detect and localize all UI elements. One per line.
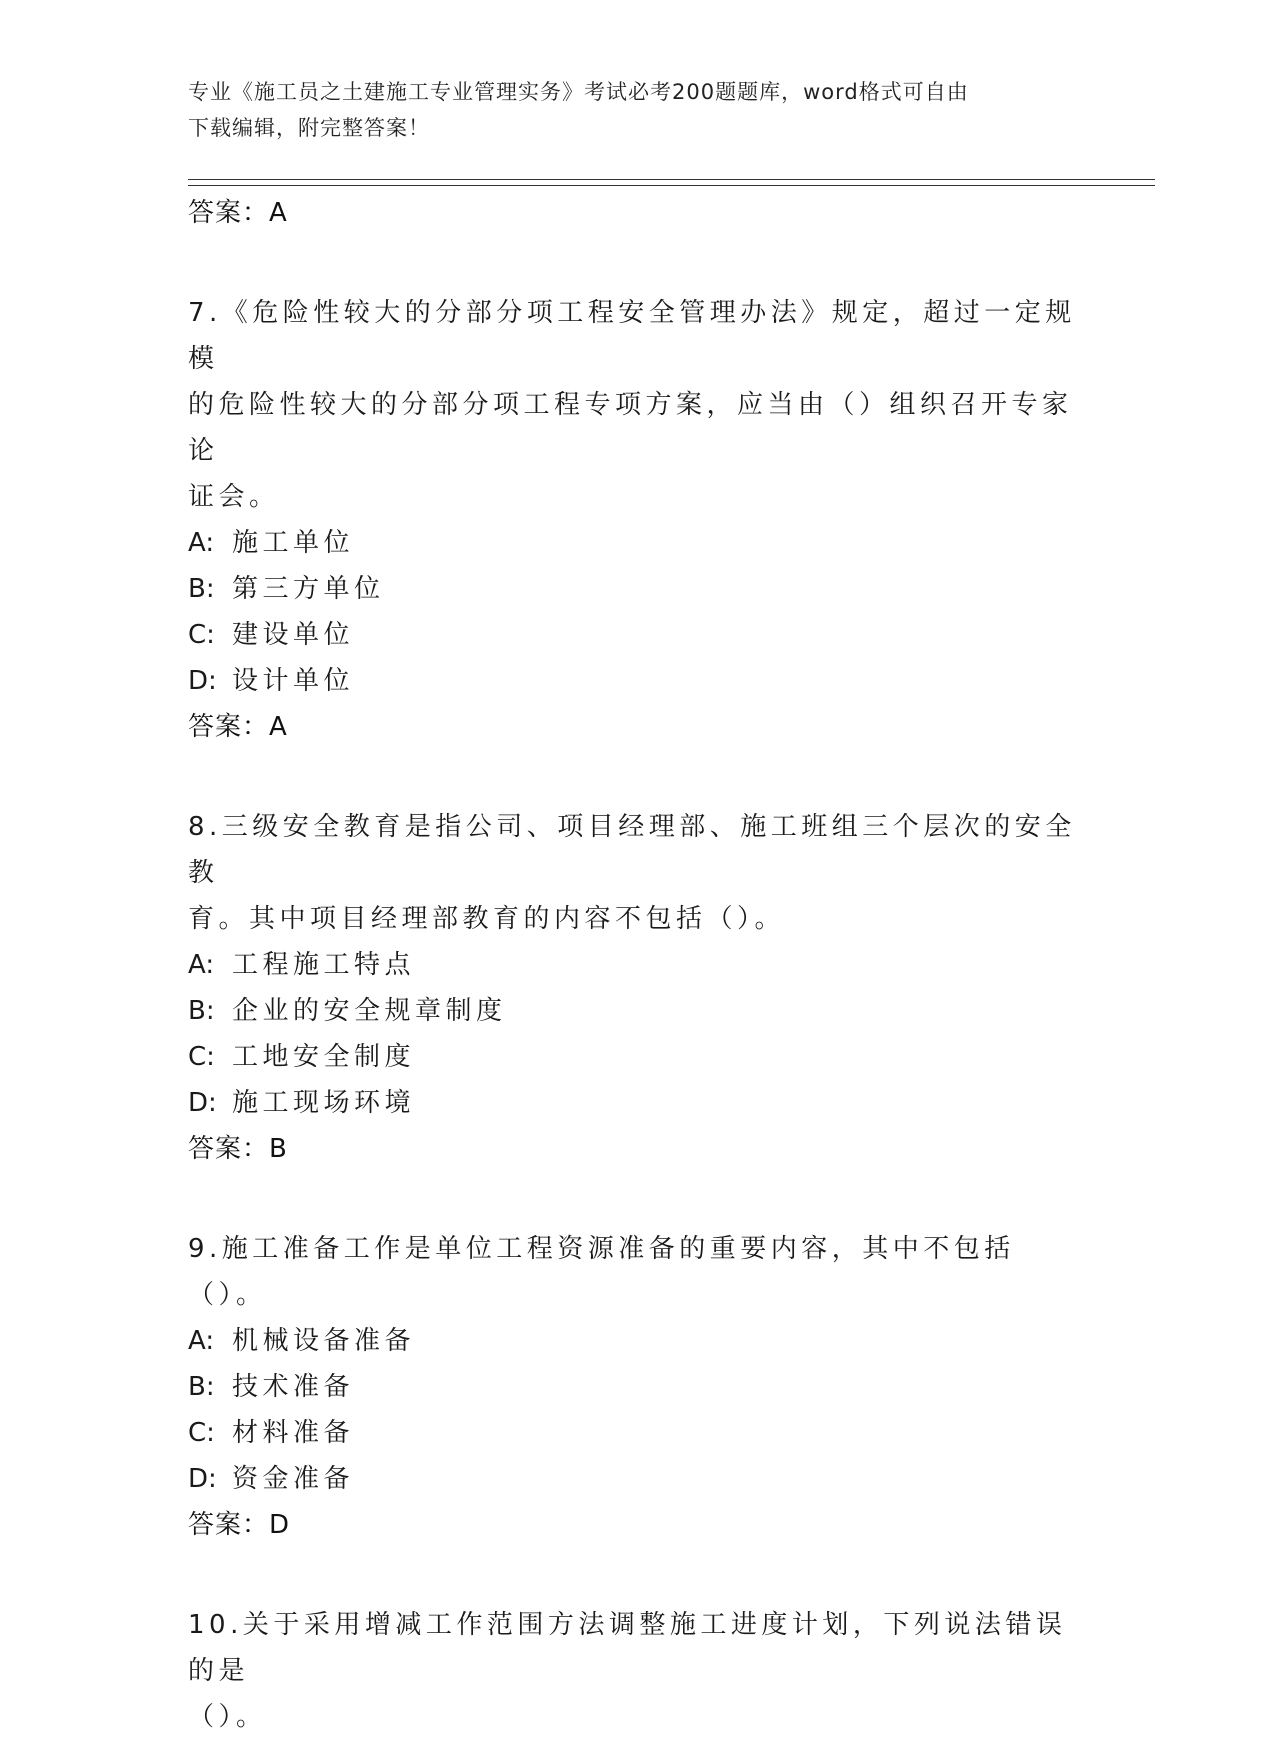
header-divider-top (188, 179, 1155, 180)
question-list (188, 190, 1088, 1740)
question-stem (188, 804, 1088, 942)
question-block (188, 290, 1088, 750)
option-key: B: (188, 1372, 215, 1402)
option-text: 工地安全制度 (232, 1042, 416, 1072)
option-text: 企业的安全规章制度 (232, 996, 507, 1026)
answer-label: 答案： (188, 1134, 270, 1164)
answer-line (188, 1126, 1088, 1172)
option-key: C: (188, 620, 215, 650)
header-line-2: 下载编辑，附完整答案！ (188, 116, 430, 140)
option-text: 机械设备准备 (232, 1326, 416, 1356)
option-key: D: (188, 666, 217, 696)
question-stem (188, 1602, 1088, 1740)
answer-value: A (269, 712, 288, 742)
answer-label: 答案： (188, 198, 270, 228)
question-stem (188, 1226, 1088, 1318)
question-stem-line: 8.三级安全教育是指公司、项目经理部、施工班组三个层次的安全教 (188, 812, 1076, 888)
option-text: 施工单位 (232, 528, 355, 558)
question-block (188, 1602, 1088, 1740)
question-stem-line: 10.关于采用增减工作范围方法调整施工进度计划，下列说法错误的是 (188, 1610, 1067, 1686)
option-c (188, 1034, 1088, 1080)
option-d (188, 1456, 1088, 1502)
option-text: 工程施工特点 (232, 950, 416, 980)
answer-line (188, 704, 1088, 750)
question-stem (188, 290, 1088, 520)
option-key: D: (188, 1464, 217, 1494)
option-key: C: (188, 1042, 215, 1072)
option-b (188, 1364, 1088, 1410)
answer-label: 答案： (188, 712, 270, 742)
option-d (188, 1080, 1088, 1126)
option-key: B: (188, 574, 215, 604)
option-b (188, 566, 1088, 612)
option-text: 设计单位 (232, 666, 355, 696)
answer-value: B (269, 1134, 288, 1164)
option-key: A: (188, 950, 215, 980)
option-text: 第三方单位 (232, 574, 385, 604)
option-text: 材料准备 (232, 1418, 355, 1448)
option-a (188, 942, 1088, 988)
option-a (188, 1318, 1088, 1364)
header-line-1: 专业《施工员之土建施工专业管理实务》考试必考200题题库，word格式可自由 (188, 80, 969, 104)
option-key: D: (188, 1088, 217, 1118)
option-key: A: (188, 528, 215, 558)
question-stem-line: 育。其中项目经理部教育的内容不包括（）。 (188, 904, 786, 934)
question-stem-line: （）。 (188, 1702, 267, 1732)
document-header (188, 74, 1068, 146)
answer-value: A (269, 198, 288, 228)
answer-line (188, 1502, 1088, 1548)
option-text: 资金准备 (232, 1464, 355, 1494)
option-b (188, 988, 1088, 1034)
question-stem-line: 证会。 (188, 482, 280, 512)
option-c (188, 612, 1088, 658)
option-text: 建设单位 (232, 620, 355, 650)
option-key: C: (188, 1418, 215, 1448)
answer-line (188, 190, 1088, 236)
option-c (188, 1410, 1088, 1456)
question-stem-line: 9.施工准备工作是单位工程资源准备的重要内容，其中不包括（）。 (188, 1234, 1015, 1310)
option-a (188, 520, 1088, 566)
question-block (188, 804, 1088, 1172)
answer-label: 答案： (188, 1510, 270, 1540)
option-key: A: (188, 1326, 215, 1356)
question-stem-line: 的危险性较大的分部分项工程专项方案，应当由（）组织召开专家论 (188, 390, 1073, 466)
option-text: 技术准备 (232, 1372, 355, 1402)
question-block (188, 1226, 1088, 1548)
option-d (188, 658, 1088, 704)
header-divider-bottom (188, 185, 1155, 186)
answer-value: D (269, 1510, 291, 1540)
option-key: B: (188, 996, 215, 1026)
question-stem-line: 7.《危险性较大的分部分项工程安全管理办法》规定，超过一定规模 (188, 298, 1076, 374)
option-text: 施工现场环境 (232, 1088, 416, 1118)
